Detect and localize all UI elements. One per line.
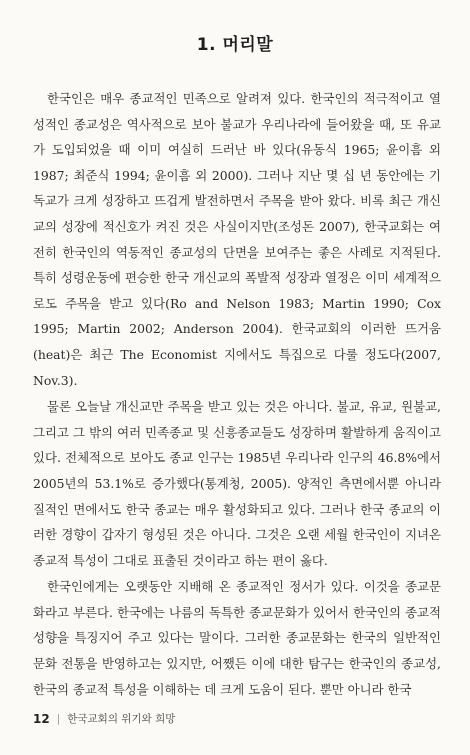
- paragraph-2: 물론 오늘날 개신교만 주목을 받고 있는 것은 아니다. 불교, 유교, 원불교, 그리고 그 밖의 여러 민족종교 및 신흥종교들도 성장하며 활발하게 움직이고 있다. 전체적으로 보아도 종교 인구는 1985년 우리나라 인구의 46.8%에서 2005년의 53.1%로 증가했다(통계청, 2005). 양적인 측면에서뿐 아니라 질적인 면에서도 한국 종교는 매우 활성화되고 있다. 그러나 한국 종교의 이러한 경향이 갑자기 형성된 것은 아니다. 그것은 오랜 세월 한국인이 지녀온 종교적 특성이 그대로 표출된 것이라고 하는 편이 옳다.: [33, 399, 441, 568]
- section-heading: 1. 머리말: [196, 35, 274, 55]
- paragraph-1: 한국인은 매우 종교적인 민족으로 알려져 있다. 한국인의 적극적이고 열성적인 종교성은 역사적으로 보아 불교가 우리나라에 들어왔을 때, 또 유교가 도입되었을 때 이미 여실히 드러난 바 있다(유동식 1965; 윤이흠 외 1987; 최준식 1994; 윤이흠 외 2000). 그러나 지난 몇 십 년 동안에는 기독교가 크게 성장하고 뜨겁게 발전하면서 주목을 받아 왔다. 비록 최근 개신교의 성장에 적신호가 켜진 것은 사실이지만(조성돈 2007), 한국교회는 여전히 한국인의 역동적인 종교성의 단면을 보여주는 좋은 사례로 지적된다. 특히 성령운동에 편승한 한국 개신교의 폭발적 성장과 열정은 이미 세계적으로도 주목을 받고 있다(Ro and Nelson 1983; Martin 1990; Cox 1995; Martin 2002; Anderson 2004). 한국교회의 이러한 뜨거움(heat)은 최근 The Economist 지에서도 특집으로 다룰 정도다(2007, Nov.3).: [33, 91, 441, 388]
- page-footer: [33, 711, 175, 726]
- body-text: [33, 86, 441, 702]
- paragraph-3: 한국인에게는 오랫동안 지배해 온 종교적인 정서가 있다. 이것을 종교문화라고 부른다. 한국에는 나름의 독특한 종교문화가 있어서 한국인의 종교적 성향을 특징지어 주고 있다는 말이다. 그러한 종교문화는 한국의 일반적인 문화 전통을 반영하고는 있지만, 어쨌든 이에 대한 탐구는 한국인의 종교성, 한국의 종교적 특성을 이해하는 데 크게 도움이 된다. 뿐만 아니라 한국: [33, 579, 441, 697]
- page-number: 12: [33, 711, 50, 726]
- running-title: 한국교회의 위기와 희망: [67, 713, 176, 725]
- footer-separator: |: [56, 712, 61, 725]
